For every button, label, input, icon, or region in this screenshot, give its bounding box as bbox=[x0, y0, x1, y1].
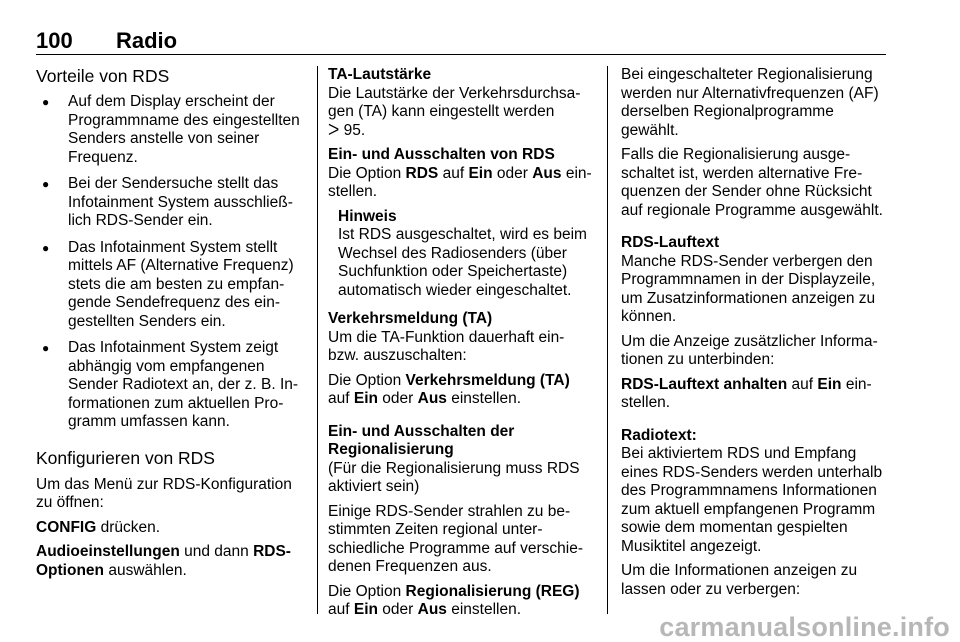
paragraph-traffic-option: Die Option Verkehrsmeldung (TA) auf Ein oder Aus einstellen. bbox=[328, 371, 570, 407]
paragraph-radiotext: Bei aktiviertem RDS und Empfang eines RDS-Senders werden unterhalb des Programmnamens Informationen zum aktuell empfangenen Programm sowie dem momentan gespielten Musiktitel angezeigt. bbox=[621, 445, 883, 555]
key-rds-options: RDS-Optionen bbox=[36, 543, 291, 579]
page-header bbox=[36, 28, 886, 52]
column-divider-2 bbox=[607, 66, 608, 614]
heading-regionalisation: Ein- und Ausschalten der Regionalisierung bbox=[328, 422, 515, 458]
paragraph-reg-option: Die Option Regionalisierung (REG) auf Ein oder Aus einstellen. bbox=[328, 582, 580, 618]
header-rule bbox=[36, 54, 886, 55]
section-title: Radio bbox=[116, 28, 178, 53]
page-ref-icon: ᐳ bbox=[328, 121, 340, 139]
watermark: carmanualsonline.info bbox=[659, 612, 950, 642]
note-text: Ist RDS ausgeschaltet, wird es beim Wechsel des Radiosenders (über Suchfunktion oder Speichertaste) automatisch wieder eingeschaltet. bbox=[338, 226, 587, 299]
heading-rds-onoff: Ein- und Ausschalten von RDS bbox=[328, 146, 555, 163]
note-title: Hinweis bbox=[338, 207, 397, 225]
paragraph-lauftext-2: Um die Anzeige zusätzlicher Informationen zu unterbinden: bbox=[621, 332, 878, 368]
paragraph-ta: Die Lautstärke der Verkehrsdurchsagen (TA) kann eingestellt werden ᐳ 95. bbox=[328, 84, 581, 139]
list-item: ● Auf dem Display erscheint der Programmname des eingestellten Senders anstelle von seiner Frequenz. bbox=[36, 93, 304, 167]
paragraph-lauftext: Manche RDS-Sender verbergen den Programmnamen in der Displayzeile, um Zusatzinformationen anzeigen zu können. bbox=[621, 252, 876, 325]
heading-vorteile: Vorteile von RDS bbox=[36, 66, 170, 86]
paragraph-reg-1: (Für die Regionalisierung muss RDS aktiviert sein) bbox=[328, 459, 580, 495]
column-1 bbox=[36, 66, 304, 586]
column-divider-1 bbox=[317, 66, 318, 614]
key-config: CONFIG bbox=[36, 518, 97, 536]
list-item: ● Das Infotainment System stellt mittels AF (Alternative Frequenz) stets die am besten zu empfangende Sendefrequenz des eingestellten Senders ein. bbox=[36, 239, 304, 332]
paragraph-config: CONFIG drücken. bbox=[36, 518, 161, 536]
paragraph-reg-2: Einige RDS-Sender strahlen zu bestimmten Zeiten regional unterschiedliche Programme auf verschiedenen Frequenzen aus. bbox=[328, 502, 584, 575]
heading-radiotext: Radiotext: bbox=[621, 426, 697, 444]
heading-traffic: Verkehrsmeldung (TA) bbox=[328, 310, 493, 327]
column-3 bbox=[621, 66, 887, 605]
page-number: 100 bbox=[36, 28, 73, 53]
list-item: ● Bei der Sendersuche stellt das Infotainment System ausschließlich RDS-Sender ein. bbox=[36, 175, 304, 231]
heading-ta-volume: TA-Lautstärke bbox=[328, 66, 432, 83]
paragraph-reg-off: Falls die Regionalisierung ausgeschaltet ist, werden alternative Frequenzen der Sender ohne Rücksicht auf regionale Programme ausgewählt. bbox=[621, 146, 883, 219]
paragraph-af: Bei eingeschalteter Regionalisierung werden nur Alternativfrequenzen (AF) derselben Regionalprogramme gewählt. bbox=[621, 66, 879, 139]
paragraph-menu: Um das Menü zur RDS-Konfiguration zu öffnen: bbox=[36, 475, 292, 511]
heading-lauftext: RDS-Lauftext bbox=[621, 234, 720, 251]
heading-konfigurieren: Konfigurieren von RDS bbox=[36, 447, 215, 468]
paragraph-traffic: Um die TA-Funktion dauerhaft ein- bzw. auszuschalten: bbox=[328, 328, 565, 364]
paragraph-audio: Audioeinstellungen und dann RDS-Optionen auswählen. bbox=[36, 543, 291, 579]
benefits-list bbox=[36, 93, 304, 432]
note-box bbox=[328, 208, 594, 301]
paragraph-radiotext-2: Um die Informationen anzeigen zu lassen oder zu verbergen: bbox=[621, 562, 858, 598]
key-audio: Audioeinstellungen bbox=[36, 543, 180, 560]
paragraph-rds-option: Die Option RDS auf Ein oder Aus einstellen. bbox=[328, 164, 592, 200]
paragraph-lauftext-option: RDS-Lauftext anhalten auf Ein einstellen. bbox=[621, 375, 872, 411]
list-item: ● Das Infotainment System zeigt abhängig vom empfangenen Sender Radiotext an, der z. B. Informationen zum aktuellen Programm umfassen kann. bbox=[36, 339, 304, 432]
column-2 bbox=[328, 66, 594, 626]
